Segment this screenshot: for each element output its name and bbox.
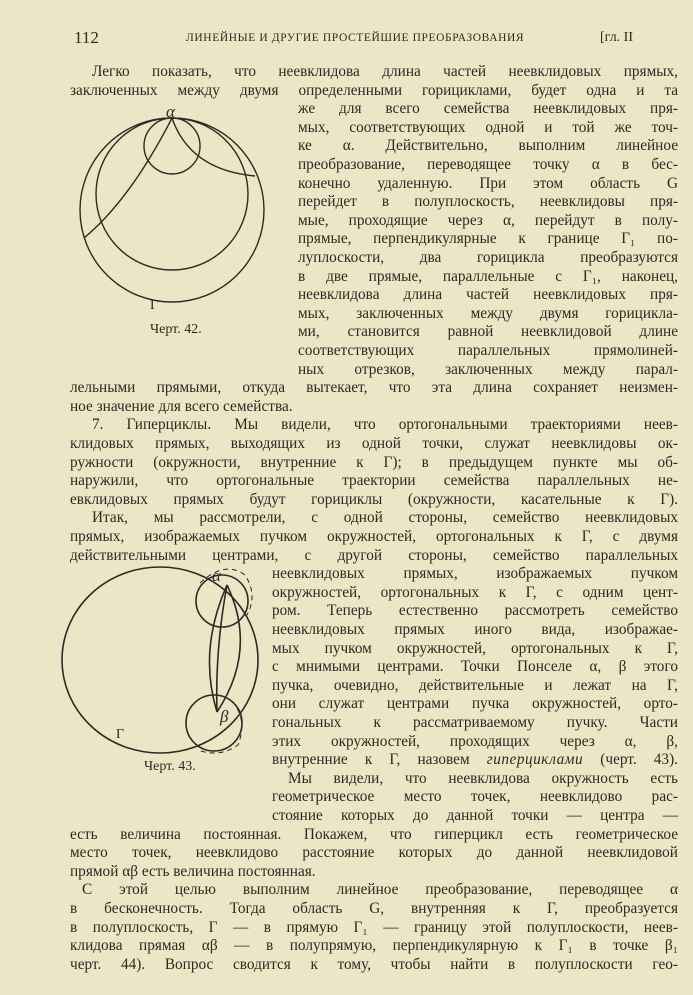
text-line bbox=[70, 378, 678, 397]
horicycle-large bbox=[96, 118, 248, 270]
fig42-alpha-label: α bbox=[166, 102, 176, 121]
horicycle-small bbox=[144, 118, 200, 174]
circle-gamma bbox=[80, 118, 264, 302]
text-line bbox=[298, 267, 678, 286]
text-line bbox=[70, 527, 678, 546]
fig42-caption: Черт. 42. bbox=[150, 322, 202, 337]
text-line bbox=[70, 397, 678, 416]
text-line bbox=[298, 211, 678, 230]
text-line bbox=[288, 769, 678, 788]
line-text: неевклидовых прямых, изображаемых пучком bbox=[272, 565, 678, 583]
text-line bbox=[272, 583, 678, 602]
line-text: ных отрезков, заключенных между парал- bbox=[298, 360, 678, 378]
line-text: луплоскости, два горицикла преобразуются bbox=[298, 249, 678, 266]
text-line bbox=[70, 471, 678, 490]
text-line bbox=[272, 694, 678, 713]
text-line bbox=[272, 787, 678, 806]
line-text: С этой целью выполним линейное преобразование, переводящее α bbox=[82, 881, 678, 899]
text-line bbox=[298, 174, 678, 193]
line-text: наружили, что ортогональные траектории семейства параллельных не- bbox=[70, 472, 678, 490]
line-text: место точек, неевклидово расстояние которых до данной неевклидовой bbox=[70, 844, 678, 862]
text-line bbox=[70, 825, 678, 844]
line-text: заключенных между двумя определенными горициклами, будет одна и та bbox=[70, 81, 678, 99]
line-text: клидовых прямых, выходящих из одной точки, служат неевклидовы ок- bbox=[70, 435, 678, 452]
text-line bbox=[272, 639, 678, 658]
line-text: неевклидова длина частей неевклидовых пря- bbox=[298, 286, 678, 304]
line-text: внутренние к Г, назовем bbox=[272, 751, 487, 769]
text-line bbox=[298, 99, 678, 118]
line-text: клидова прямая αβ — в полупрямую, перпендикулярную к Г₁ в точке β₁ bbox=[70, 937, 678, 955]
line-text: геометрическое место точек, неевклидово рас- bbox=[272, 788, 678, 806]
line-text: в полуплоскость, Г — в прямую Г₁ — границу этой полуплоскости, неев- bbox=[70, 918, 678, 936]
line-text: же для всего семейства неевклидовых пря- bbox=[298, 100, 678, 118]
text-line bbox=[298, 248, 678, 267]
text-line bbox=[298, 322, 678, 341]
line-text: действительными центрами, с другой стороны, семейство параллельных bbox=[70, 546, 678, 564]
text-line bbox=[70, 546, 678, 565]
text-line bbox=[298, 136, 678, 155]
fig43-caption: Черт. 43. bbox=[144, 759, 196, 774]
text-line bbox=[298, 118, 678, 137]
text-line bbox=[298, 341, 678, 360]
line-text: они служат центрами пучка окружностей, орто- bbox=[272, 695, 678, 713]
text-line bbox=[298, 360, 678, 379]
line-text: мых пучком окружностей, ортогональных к Г, bbox=[272, 639, 678, 657]
line-text: пучка, очевидно, действительные и лежат на Г, bbox=[272, 676, 678, 694]
line-text: стояние которых до данной точки — центра — bbox=[272, 807, 678, 824]
line-text: преобразование, переводящее точку α в бес- bbox=[298, 156, 678, 173]
line-text: конечно удаленную. При этом область G bbox=[298, 174, 678, 192]
italic-term: гиперциклами bbox=[486, 751, 584, 769]
text-line bbox=[298, 192, 678, 211]
hypercycle-arc-2 bbox=[217, 585, 227, 712]
fig43-beta-label: β bbox=[220, 707, 229, 726]
line-text: ке α. Действительно, выполним линейное bbox=[298, 137, 678, 155]
line-text: прямые, перпендикулярные к границе Г₁ по- bbox=[298, 230, 678, 248]
line-text: ми, становится равной неевклидовой длине bbox=[298, 323, 678, 341]
fig43-gamma-label: Г bbox=[116, 727, 125, 742]
fig42-gamma-label: Г bbox=[150, 298, 159, 313]
line-text: прямой αβ есть величина постоянная. bbox=[70, 862, 316, 880]
line-text: в бесконечность. Тогда область G, внутренняя к Г, преобразуется bbox=[70, 900, 678, 917]
line-text: евклидовых прямых будут горициклы (окружности, касательные к Г). bbox=[70, 490, 678, 508]
line-text: есть величина постоянная. Покажем, что гиперцикл есть геометрическое bbox=[70, 825, 678, 843]
text-line bbox=[70, 453, 678, 472]
chapter-marker: [гл. II bbox=[600, 30, 634, 45]
running-title: ЛИНЕЙНЫЕ И ДРУГИЕ ПРОСТЕЙШИЕ ПРЕОБРАЗОВАНИЯ bbox=[186, 32, 525, 44]
text-line bbox=[272, 713, 678, 732]
text-line bbox=[70, 490, 678, 509]
text-line bbox=[70, 434, 678, 453]
text-line bbox=[92, 415, 678, 434]
text-line bbox=[272, 601, 678, 620]
text-line bbox=[92, 508, 678, 527]
line-text: черт. 44). Вопрос сводится к тому, чтобы найти в полуплоскости гео- bbox=[70, 955, 678, 973]
text-line bbox=[70, 955, 678, 974]
text-line bbox=[272, 806, 678, 825]
line-text: соответствующих параллельных прямолиней- bbox=[298, 342, 678, 359]
text-line bbox=[272, 620, 678, 639]
text-line bbox=[298, 229, 678, 248]
text-line bbox=[272, 657, 678, 676]
line-text: мые, проходящие через α, перейдут в полу- bbox=[298, 211, 678, 229]
text-line bbox=[70, 862, 678, 881]
line-text: с мнимыми центрами. Точки Понселе α, β этого bbox=[272, 658, 678, 676]
text-line bbox=[272, 732, 678, 751]
line-text: ное значение для всего семейства. bbox=[70, 397, 293, 415]
line-text: Итак, мы рассмотрели, с одной стороны, семейство неевклидовых bbox=[92, 509, 678, 527]
text-line bbox=[272, 676, 678, 695]
line-text: гональных к рассматриваемому пучку. Части bbox=[272, 714, 678, 731]
text-line bbox=[70, 936, 678, 955]
text-line bbox=[70, 899, 678, 918]
geodesic-arc bbox=[217, 585, 240, 712]
line-text: мых, соответствующих одной и той же точ- bbox=[298, 118, 678, 136]
figure-42-diagram bbox=[80, 118, 264, 302]
text-line bbox=[272, 750, 678, 769]
line-text: ром. Теперь естественно рассмотреть семейство bbox=[272, 602, 678, 620]
text-line bbox=[70, 918, 678, 937]
text-line bbox=[272, 564, 678, 583]
line-text: этих окружностей, проходящих через α, β, bbox=[272, 732, 678, 750]
text-line bbox=[82, 880, 678, 899]
line-text: перейдет в полуплоскость, неевклидовы пря- bbox=[298, 193, 678, 211]
line-text: ружности (окружности, внутренние к Г); в предыдущем пункте мы об- bbox=[70, 453, 678, 471]
line-text: прямых, изображаемых пучком окружностей, ортогональных к Г, с двумя bbox=[70, 528, 678, 545]
line-text: Мы видели, что неевклидова окружность есть bbox=[288, 769, 678, 787]
text-line bbox=[92, 62, 678, 81]
text-line bbox=[298, 304, 678, 323]
line-text: мых, заключенных между двумя горицикла- bbox=[298, 304, 678, 322]
fig43-alpha-label: α bbox=[212, 566, 222, 585]
line-text: неевклидовых прямых иного вида, изображае- bbox=[272, 621, 678, 638]
line-text: окружностей, ортогональных к Г, с одним цент- bbox=[272, 583, 678, 601]
page-number: 112 bbox=[74, 28, 99, 47]
line-text: (черт. 43). bbox=[583, 751, 678, 769]
text-line bbox=[298, 285, 678, 304]
text-line bbox=[70, 81, 678, 100]
text-line bbox=[70, 843, 678, 862]
text-line bbox=[298, 155, 678, 174]
line-text: лельными прямыми, откуда вытекает, что эта длина сохраняет неизмен- bbox=[70, 379, 678, 397]
line-text: Легко показать, что неевклидова длина частей неевклидовых прямых, bbox=[92, 63, 678, 80]
line-text: в две прямые, параллельные с Г₁, наконец, bbox=[298, 267, 678, 285]
line-text: 7. Гиперциклы. Мы видели, что ортогональными траекториями неев- bbox=[92, 416, 678, 434]
